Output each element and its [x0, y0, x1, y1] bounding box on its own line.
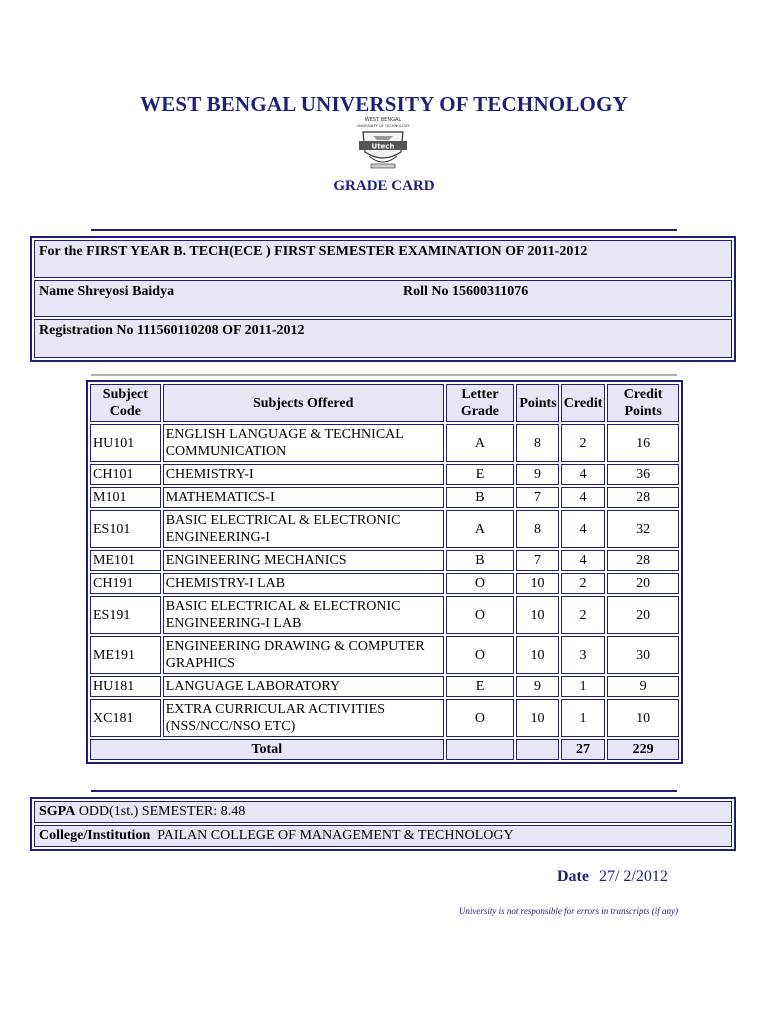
college-row — [34, 825, 732, 847]
credit: 1 — [561, 699, 605, 737]
grades-table — [86, 380, 683, 764]
credit: 4 — [561, 464, 605, 485]
logo-sub-text: UNIVERSITY OF TECHNOLOGY — [356, 124, 410, 128]
letter-grade: O — [446, 699, 515, 737]
sgpa-row — [34, 801, 732, 823]
credit: 4 — [561, 487, 605, 508]
credit: 4 — [561, 510, 605, 548]
disclaimer: University is not responsible for errors in transcripts (if any) — [458, 906, 678, 916]
points: 8 — [516, 510, 558, 548]
subject-name: CHEMISTRY-I — [163, 464, 444, 485]
grade-card-title: GRADE CARD — [333, 178, 435, 194]
table-top-divider — [91, 374, 677, 376]
table-header-row — [90, 384, 679, 422]
header-letter-grade: Letter Grade — [446, 384, 515, 422]
header-credit: Credit — [561, 384, 605, 422]
table-row — [90, 464, 679, 485]
subject-code: ES191 — [90, 596, 161, 634]
summary-box — [30, 797, 736, 851]
credit: 2 — [561, 573, 605, 594]
credit: 2 — [561, 424, 605, 462]
logo-top-text: WEST BENGAL — [364, 117, 402, 123]
points: 10 — [516, 573, 558, 594]
exam-line: For the FIRST YEAR B. TECH(ECE ) FIRST SEMESTER EXAMINATION OF 2011-2012 — [39, 244, 588, 259]
letter-grade: A — [446, 424, 515, 462]
credit-points: 20 — [607, 573, 679, 594]
subject-code: HU181 — [90, 676, 161, 697]
credit: 2 — [561, 596, 605, 634]
subject-name: LANGUAGE LABORATORY — [163, 676, 444, 697]
college-value: PAILAN COLLEGE OF MANAGEMENT & TECHNOLOGY — [157, 828, 514, 843]
credit-points: 20 — [607, 596, 679, 634]
total-points-cell — [516, 739, 558, 760]
credit-points: 16 — [607, 424, 679, 462]
subject-name: BASIC ELECTRICAL & ELECTRONIC ENGINEERING-I LAB — [163, 596, 444, 634]
header-subjects-offered: Subjects Offered — [163, 384, 444, 422]
table-row — [90, 510, 679, 548]
credit-points: 10 — [607, 699, 679, 737]
total-grade-cell — [446, 739, 515, 760]
subject-name: EXTRA CURRICULAR ACTIVITIES (NSS/NCC/NSO ETC) — [163, 699, 444, 737]
credit-points: 9 — [607, 676, 679, 697]
credit: 4 — [561, 550, 605, 571]
letter-grade: O — [446, 636, 515, 674]
letter-grade: E — [446, 676, 515, 697]
letter-grade: O — [446, 596, 515, 634]
points: 9 — [516, 464, 558, 485]
total-label: Total — [90, 739, 444, 760]
points: 7 — [516, 487, 558, 508]
sgpa-label: SGPA — [39, 804, 76, 819]
points: 10 — [516, 636, 558, 674]
points: 7 — [516, 550, 558, 571]
total-row — [90, 739, 679, 760]
student-info-box — [30, 236, 736, 362]
subject-name: ENGINEERING DRAWING & COMPUTER GRAPHICS — [163, 636, 444, 674]
credit-points: 30 — [607, 636, 679, 674]
summary-divider — [91, 790, 677, 792]
header-points: Points — [516, 384, 558, 422]
subject-name: ENGLISH LANGUAGE & TECHNICAL COMMUNICATION — [163, 424, 444, 462]
subject-name: MATHEMATICS-I — [163, 487, 444, 508]
credit: 1 — [561, 676, 605, 697]
top-divider — [91, 229, 677, 231]
header-subject-code: Subject Code — [90, 384, 161, 422]
date-label: Date — [557, 868, 589, 885]
grade-rows — [90, 424, 679, 760]
credit: 3 — [561, 636, 605, 674]
table-row — [90, 573, 679, 594]
table-row — [90, 424, 679, 462]
date-value: 27/ 2/2012 — [598, 868, 668, 885]
letter-grade: B — [446, 487, 515, 508]
subject-name: BASIC ELECTRICAL & ELECTRONIC ENGINEERING-I — [163, 510, 444, 548]
university-title: WEST BENGAL UNIVERSITY OF TECHNOLOGY — [140, 92, 628, 116]
college-label: College/Institution — [39, 828, 151, 843]
university-logo — [351, 116, 415, 176]
registration-row — [34, 319, 732, 358]
name-row — [34, 280, 732, 317]
credit-points: 28 — [607, 550, 679, 571]
letter-grade: B — [446, 550, 515, 571]
table-row — [90, 487, 679, 508]
date-block — [557, 868, 668, 886]
letter-grade: A — [446, 510, 515, 548]
points: 10 — [516, 596, 558, 634]
letter-grade: E — [446, 464, 515, 485]
logo-band-text: Utech — [371, 142, 395, 151]
subject-code: CH101 — [90, 464, 161, 485]
sgpa-value: ODD(1st.) SEMESTER: 8.48 — [78, 804, 246, 819]
subject-code: ME101 — [90, 550, 161, 571]
subject-code: ES101 — [90, 510, 161, 548]
credit-points: 28 — [607, 487, 679, 508]
points: 8 — [516, 424, 558, 462]
subject-name: CHEMISTRY-I LAB — [163, 573, 444, 594]
table-row — [90, 550, 679, 571]
table-row — [90, 676, 679, 697]
subject-code: ME191 — [90, 636, 161, 674]
points: 10 — [516, 699, 558, 737]
subject-code: HU101 — [90, 424, 161, 462]
table-row — [90, 699, 679, 737]
subject-code: XC181 — [90, 699, 161, 737]
subject-name: ENGINEERING MECHANICS — [163, 550, 444, 571]
header-credit-points: Credit Points — [607, 384, 679, 422]
registration-number: Registration No 111560110208 OF 2011-2012 — [39, 323, 305, 338]
total-credit-points: 229 — [607, 739, 679, 760]
letter-grade: O — [446, 573, 515, 594]
total-credit: 27 — [561, 739, 605, 760]
subject-code: CH191 — [90, 573, 161, 594]
student-name: Name Shreyosi Baidya — [39, 284, 175, 299]
exam-row — [34, 240, 732, 278]
table-row — [90, 636, 679, 674]
credit-points: 32 — [607, 510, 679, 548]
roll-number: Roll No 15600311076 — [403, 284, 529, 299]
points: 9 — [516, 676, 558, 697]
table-row — [90, 596, 679, 634]
credit-points: 36 — [607, 464, 679, 485]
subject-code: M101 — [90, 487, 161, 508]
